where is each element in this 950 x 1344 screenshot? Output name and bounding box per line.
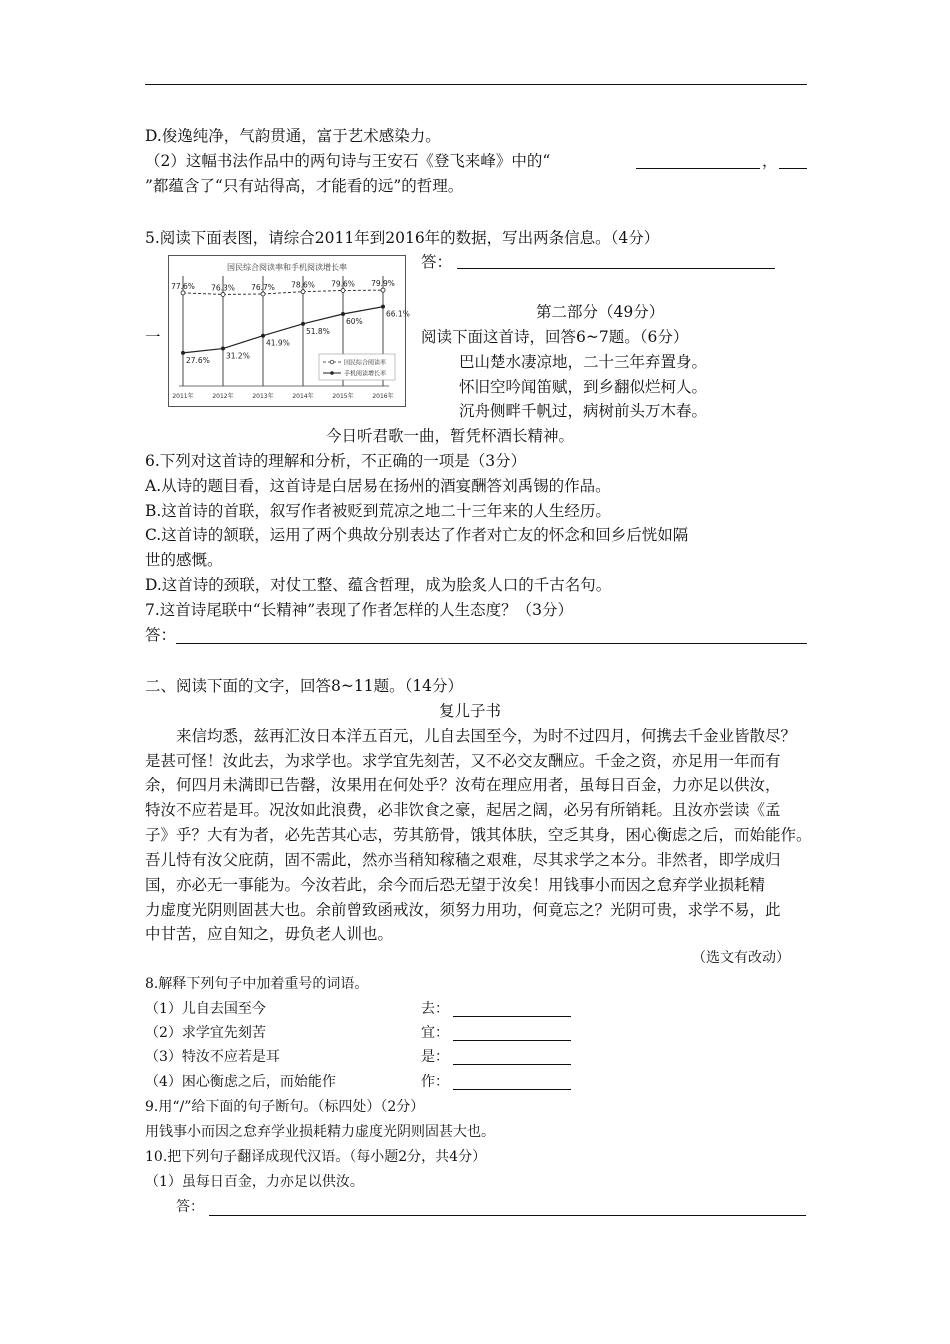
chart-series-2-point-3 (261, 334, 265, 338)
chart-series-1-label-4: 78.6% (291, 280, 315, 290)
essay-line-8: 力虚度光阴则固甚大也。余前曾致函戒汝，须努力用功，何竟忘之？光阴可贵，求学不易，此 (145, 901, 781, 919)
q8-blank-1[interactable] (453, 1016, 571, 1017)
poem-line-2: 怀旧空吟闻笛赋，到乡翻似烂柯人。 (459, 378, 708, 396)
q5-margin-char: 一 (145, 328, 161, 346)
chart-series-2-point-2 (221, 347, 225, 351)
q8-item-2: （2）求学宜先刻苦 (145, 1025, 266, 1041)
chart-legend-label-2: 手机阅读增长率 (344, 370, 387, 378)
q7-stem: 7.这首诗尾联中“长精神”表现了作者怎样的人生态度？（3分） (145, 601, 574, 619)
q6-option-b: B.这首诗的首联，叙写作者被贬到荒凉之地二十三年来的人生经历。 (145, 502, 611, 520)
chart-svg (169, 256, 410, 406)
section2-heading: 二、阅读下面的文字，回答8~11题。（14分） (145, 677, 464, 695)
reading-rate-chart (168, 255, 410, 407)
essay-line-5: 子》乎？大有为者，必先苦其心志，劳其筋骨，饿其体肤，空乏其身，困心衡虑之后，而始能作。 (145, 826, 812, 844)
top-rule (145, 84, 807, 85)
q4-blank-1[interactable] (636, 168, 760, 169)
essay-line-6: 吾儿恃有汝父庇荫，固不需此，然亦当稍知稼穑之艰难，尽其求学之本分。非然者，即学成归 (145, 851, 781, 869)
q8-word-3: 是： (421, 1049, 449, 1065)
q8-word-2: 宜： (421, 1025, 449, 1041)
chart-xtick-3: 2013年 (252, 393, 274, 400)
poem-line-1: 巴山楚水凄凉地，二十三年弃置身。 (459, 353, 708, 371)
q9-sentence: 用钱事小而因之怠弃学业损耗精力虚度光阴则固甚大也。 (145, 1124, 495, 1140)
chart-series-1-point-5 (341, 288, 345, 292)
chart-series-2-point-4 (301, 322, 305, 326)
q10-answer-label: 答： (176, 1199, 204, 1215)
chart-xtick-4: 2014年 (292, 393, 314, 400)
chart-title: 国民综合阅读率和手机阅读增长率 (227, 263, 347, 272)
q6-option-c-cont: 世的感慨。 (145, 551, 223, 569)
q8-word-1: 去： (421, 1001, 449, 1017)
q4-sub2-line2: ”都蕴含了“只有站得高，才能看的远”的哲理。 (145, 177, 464, 195)
q5-answer-line[interactable] (457, 268, 775, 269)
essay-line-3: 余，何四月未满即已告罄，汝果用在何处乎？汝苟在理应用者，虽每日百金，力亦足以供汝， (145, 776, 781, 794)
q8-item-3: （3）特汝不应若是耳 (145, 1049, 280, 1065)
part2-intro: 阅读下面这首诗，回答6~7题。（6分） (421, 328, 689, 346)
q5-prompt: 5.阅读下面表图，请综合2011年到2016年的数据，写出两条信息。（4分） (145, 229, 660, 247)
q7-answer-label: 答： (145, 626, 177, 644)
q5-answer-label: 答： (421, 253, 453, 271)
chart-series-1-label-3: 76.7% (251, 282, 275, 292)
chart-series-1-label-6: 79.9% (371, 279, 395, 289)
chart-series-1-point-2 (221, 292, 225, 296)
chart-series-2-label-3: 41.9% (266, 338, 290, 348)
chart-series-1-point-1 (181, 291, 185, 295)
chart-series-1-point-6 (381, 288, 385, 292)
essay-line-7: 国，亦必无一事能为。今汝若此，余今而后恐无望于汝矣！用钱事小而因之怠弃学业损耗精 (145, 876, 766, 894)
q7-answer-line[interactable] (176, 643, 807, 644)
essay-line-4: 特汝不应若是耳。况汝如此浪费，必非饮食之豪，起居之阔，必另有所销耗。且汝亦尝读《孟 (145, 801, 781, 819)
q10-stem: 10.把下列句子翻译成现代汉语。（每小题2分，共4分） (145, 1149, 487, 1165)
q4-sub2-line1: （2）这幅书法作品中的两句诗与王安石《登飞来峰》中的“ (145, 152, 551, 170)
essay-title: 复儿子书 (439, 702, 502, 720)
chart-series-2-point-1 (181, 351, 185, 355)
chart-xtick-1: 2011年 (172, 393, 194, 400)
poem-line-4: 今日听君歌一曲，暂凭杯酒长精神。 (326, 427, 575, 445)
chart-series-1-point-4 (301, 290, 305, 294)
chart-series-2-label-1: 27.6% (186, 355, 210, 365)
chart-series-2-label-6: 66.1% (386, 309, 410, 319)
poem-line-3: 沉舟侧畔千帆过，病树前头万木春。 (459, 402, 708, 420)
chart-series-2-label-5: 60% (346, 317, 363, 326)
chart-series-2-point-6 (381, 305, 385, 309)
chart-xtick-6: 2016年 (372, 393, 394, 400)
q8-word-4: 作： (421, 1074, 449, 1090)
chart-series-2-label-4: 51.8% (306, 326, 330, 336)
chart-legend-label-1: 国民综合阅读率 (344, 359, 387, 367)
chart-xtick-2: 2012年 (212, 393, 234, 400)
essay-line-9: 中甘苦，应自知之，毋负老人训也。 (145, 925, 394, 943)
q8-stem: 8.解释下列句子中加着重号的词语。 (145, 976, 369, 992)
chart-series-1-label-5: 79.6% (331, 279, 355, 289)
q4-blank-2[interactable] (779, 168, 807, 169)
q4-comma: ， (762, 152, 778, 170)
chart-xtick-5: 2015年 (332, 393, 354, 400)
q10-answer-line[interactable] (209, 1215, 806, 1216)
q4-option-d: D.俊逸纯净，气韵贯通，富于艺术感染力。 (145, 127, 441, 145)
q6-option-a: A.从诗的题目看，这首诗是白居易在扬州的酒宴酬答刘禹锡的作品。 (145, 477, 611, 495)
q8-item-4: （4）困心衡虑之后，而始能作 (145, 1074, 336, 1090)
essay-source-note: （选文有改动） (692, 950, 790, 966)
q6-stem: 6.下列对这首诗的理解和分析，不正确的一项是（3分） (145, 452, 527, 470)
q9-stem: 9.用“/”给下面的句子断句。（标四处）（2分） (145, 1099, 425, 1115)
q8-item-1: （1）儿自去国至今 (145, 1001, 266, 1017)
chart-series-1-point-3 (261, 292, 265, 296)
q8-blank-3[interactable] (453, 1064, 571, 1065)
chart-legend-marker-2 (330, 371, 334, 375)
chart-legend-marker-1 (330, 360, 334, 364)
chart-series-1-label-1: 77.6% (171, 281, 195, 291)
essay-line-2: 是甚可怪！汝此去，为求学也。求学宜先刻苦，又不必交友酬应。千金之资，亦足用一年而有 (145, 752, 781, 770)
chart-series-2-point-5 (341, 312, 345, 316)
q8-blank-4[interactable] (453, 1089, 571, 1090)
essay-line-1: 来信均悉，兹再汇汝日本洋五百元，儿自去国至今，为时不过四月，何携去千金业皆散尽？ (176, 727, 797, 745)
chart-series-1-label-2: 76.3% (211, 283, 235, 293)
q6-option-c: C.这首诗的颔联，运用了两个典故分别表达了作者对亡友的怀念和回乡后恍如隔 (145, 526, 689, 544)
chart-series-2-label-2: 31.2% (226, 351, 250, 361)
q6-option-d: D.这首诗的颈联，对仗工整、蕴含哲理，成为脍炙人口的千古名句。 (145, 576, 612, 594)
part2-heading: 第二部分（49分） (536, 303, 665, 321)
q10-item-1: （1）虽每日百金，力亦足以供汝。 (145, 1174, 364, 1190)
q8-blank-2[interactable] (453, 1040, 571, 1041)
